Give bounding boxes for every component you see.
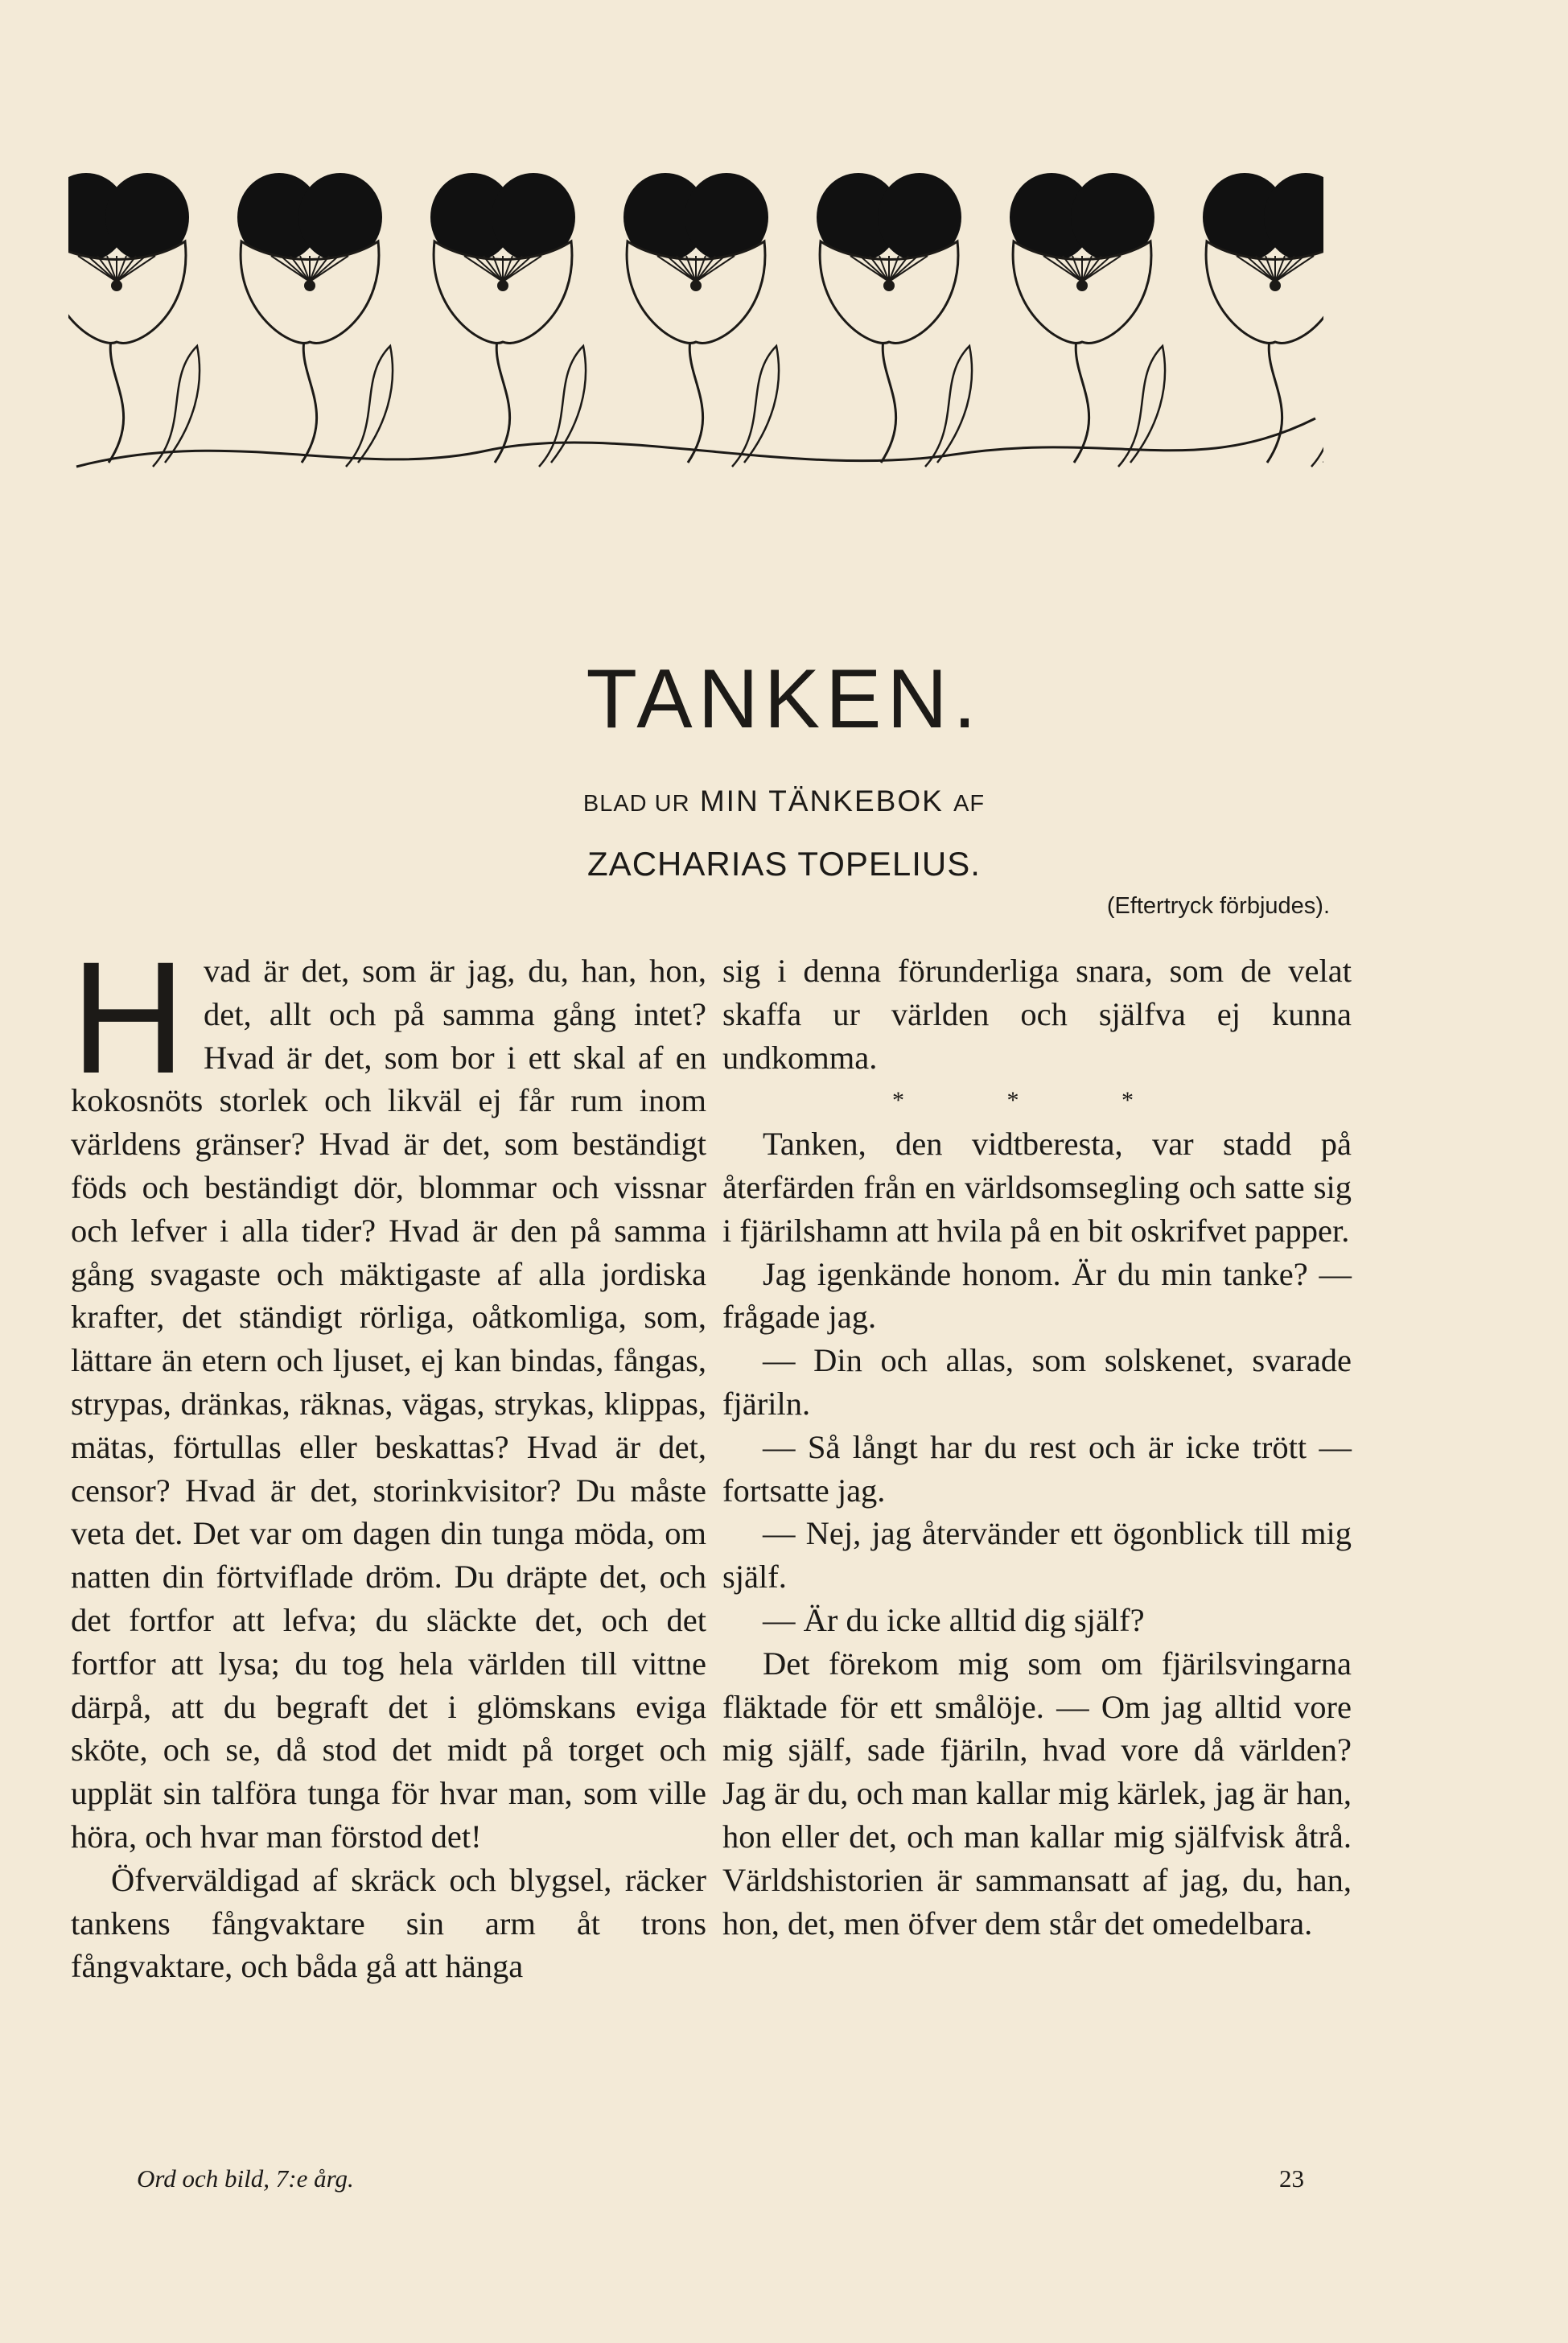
dialogue-paragraph: — Så långt har du rest och är icke trött — fortsatte jag. [722,1428,1352,1509]
continuation-paragraph: sig i denna förunderliga snara, som de velat skaffa ur världen och själfva ej kunna undkomma. [722,953,1352,1076]
subtitle-main: MIN TÄNKEBOK [699,784,944,817]
dialogue-paragraph: — Är du icke alltid dig själf? [763,1601,1145,1638]
pansy-flower [817,173,972,467]
body-paragraph: Jag igenkände honom. Är du min tanke? — frågade jag. [722,1255,1352,1336]
pansy-flower [237,173,393,467]
pansy-flower-border-icon [68,161,1323,475]
subtitle-prefix: BLAD UR [582,791,690,817]
copyright-notice: (Eftertryck förbjudes). [1106,893,1330,919]
article-title: TANKEN. [586,653,982,746]
pansy-flower [68,173,200,467]
paragraph-text: vad är det, som är jag, du, han, hon, det, allt och på samma gång intet? Hvad är det, som bor i ett skal af en kokosnöts storlek och likväl ej får rum inom världens gränser? Hvad är det, som beständigt föds och beständigt dör, blommar och vissnar och lefver i alla tider? Hvad är den på samma gång svagaste och mäktigaste af alla jordiska krafter, det ständigt rörliga, oåtkomliga, som, lättare än etern och ljuset, ej kan bindas, fångas, strypas, dränkas, räknas, vägas, strykas, klippas, mätas, förtullas eller beskattas? Hvad är det, censor? Hvad är det, storinkvisitor? Du måste veta det. Det var om dagen din tunga möda, om natten din förtviflade dröm. Du dräpte det, och det fortfor att lefva; du släckte det, och det fortfor att lysa; du tog hela världen till vittne därpå, att du begraft det i glömskans eviga sköte, och se, då stod det midt på torget och upplät sin talföra tunga för hvar man, som ville höra, och hvar man förstod det! [71,953,706,1855]
pansy-flower [430,173,586,467]
body-paragraph: Tanken, den vidtberesta, var stadd på återfärden från en världsomsegling och satte sig i fjärilshamn att hvila på en bit oskrifvet papper. [722,1126,1352,1249]
left-column [71,929,706,1988]
page-number: 23 [1279,2164,1304,2193]
body-paragraph [71,929,706,1859]
author-name: ZACHARIAS TOPELIUS. [587,845,981,883]
dialogue-paragraph: — Din och allas, som solskenet, svarade fjäriln. [722,1342,1352,1422]
journal-footer: Ord och bild, 7:e årg. [137,2164,354,2193]
pansy-flower [1010,173,1165,467]
body-paragraph: Öfverväldigad af skräck och blygsel, räcker tankens fångvaktare sin arm åt trons fångvaktare, och båda gå att hänga [71,1861,706,1985]
section-separator: * * * [892,1087,1182,1114]
body-paragraph: Det förekom mig som om fjärilsvingarna fläktade för ett smålöje. — Om jag alltid vore mig själf, sade fjäriln, hvad vore då världen? Jag är du, och man kallar mig kärlek, jag är han, hon eller det, och man kallar mig själfvisk åtrå. Världshistorien är sammansatt af jag, du, han, hon, det, men öfver dem står det omedelbara. [722,1645,1352,1942]
subtitle-suffix: AF [953,791,986,817]
dialogue-paragraph: — Nej, jag återvänder ett ögonblick till mig själf. [722,1515,1352,1596]
article-subtitle [0,784,1568,818]
right-column [722,949,1352,1945]
pansy-flower [623,173,779,467]
drop-cap: H [71,929,186,1106]
